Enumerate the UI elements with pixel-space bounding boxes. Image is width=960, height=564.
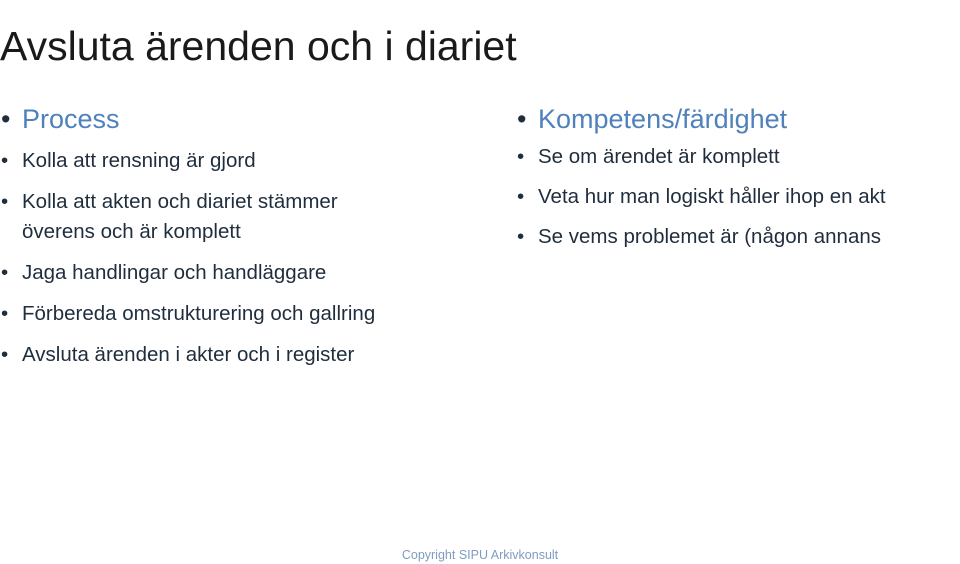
- list-item: • Förbereda omstrukturering och gallring: [0, 299, 500, 329]
- competence-list: [516, 100, 960, 252]
- list-item: • Jaga handlingar och handläggare: [0, 258, 500, 288]
- list-item-line: Kolla att akten och diariet stämmer: [22, 190, 338, 213]
- process-list: [0, 100, 500, 370]
- right-column: [516, 100, 960, 262]
- process-heading: • Process: [0, 100, 500, 138]
- list-item: • Avsluta ärenden i akter och i register: [0, 340, 500, 370]
- list-item-multiline: [0, 187, 500, 247]
- list-item: • Se vems problemet är (någon annans: [516, 222, 960, 252]
- list-item: • Se om ärendet är komplett: [516, 142, 960, 172]
- list-item-line: överens och är komplett: [22, 220, 241, 243]
- left-column: [0, 100, 500, 381]
- list-item: • Kolla att rensning är gjord: [0, 146, 500, 176]
- footer-copyright: Copyright SIPU Arkivkonsult: [401, 548, 559, 562]
- competence-heading: • Kompetens/färdighet: [516, 100, 960, 138]
- slide-title: Avsluta ärenden och i diariet: [0, 23, 517, 70]
- list-item: • Veta hur man logiskt håller ihop en akt: [516, 182, 960, 212]
